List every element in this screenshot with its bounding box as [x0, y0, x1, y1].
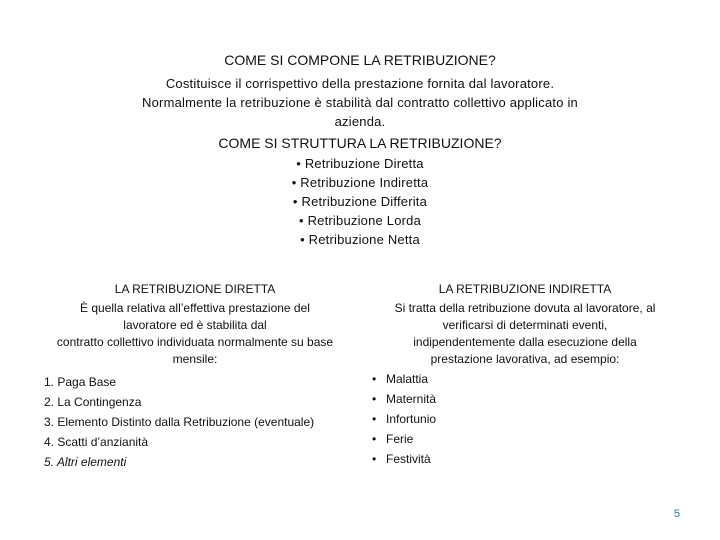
page-number: 5: [673, 508, 680, 520]
bullet-icon: •: [298, 213, 304, 228]
left-item: 3. Elemento Distinto dalla Retribuzione (eventuale): [44, 415, 315, 429]
right-items-list: [372, 369, 572, 469]
left-item: 5. Altri elementi: [44, 455, 127, 469]
right-item: • Malattia: [372, 369, 572, 389]
bullet-icon: •: [372, 452, 377, 466]
right-description-line: prestazione lavorativa, ad esempio:: [430, 352, 620, 366]
structure-item: • Retribuzione Diretta: [296, 156, 424, 171]
definition-paragraph: [60, 74, 660, 131]
left-description-line: contratto collettivo individuata normalmente su base: [56, 335, 334, 349]
structure-item: • Retribuzione Indiretta: [291, 175, 429, 190]
right-column-description: [370, 300, 680, 368]
left-column-title: LA RETRIBUZIONE DIRETTA: [114, 282, 276, 296]
bullet-icon: •: [296, 156, 302, 171]
bullet-icon: •: [291, 175, 297, 190]
left-description-line: È quella relativa all’effettiva prestazione del: [80, 301, 310, 315]
left-items-list: [44, 372, 364, 472]
right-item: • Festività: [372, 449, 572, 469]
definition-line: Normalmente la retribuzione è stabilità dal contratto collettivo applicato in: [142, 95, 578, 110]
right-description-line: verificarsi di determinati eventi,: [442, 318, 608, 332]
right-item: • Ferie: [372, 429, 572, 449]
bullet-icon: •: [300, 232, 305, 247]
bullet-icon: •: [372, 372, 377, 386]
bullet-icon: •: [372, 412, 377, 426]
structure-item: • Retribuzione Lorda: [298, 213, 422, 228]
right-description-line: Si tratta della retribuzione dovuta al lavoratore, al: [394, 301, 656, 315]
right-column-title: LA RETRIBUZIONE INDIRETTA: [438, 282, 612, 296]
definition-line: Costituisce il corrispettivo della prestazione fornita dal lavoratore.: [165, 76, 555, 91]
heading-composition: COME SI COMPONE LA RETRIBUZIONE?: [224, 52, 496, 68]
structure-item: • Retribuzione Netta: [300, 232, 420, 247]
left-column-description: [40, 300, 350, 368]
bullet-icon: •: [372, 392, 377, 406]
right-item: • Maternità: [372, 389, 572, 409]
right-description-line: indipendentemente dalla esecuzione della: [413, 335, 637, 349]
left-item: 4. Scatti d’anzianità: [44, 435, 149, 449]
left-description-line: mensile:: [172, 352, 218, 366]
structure-item: • Retribuzione Differita: [292, 194, 428, 209]
left-description-line: lavoratore ed è stabilita dal: [123, 318, 267, 332]
left-item: 1. Paga Base: [44, 375, 117, 389]
definition-line: azienda.: [334, 114, 386, 129]
left-item: 2. La Contingenza: [44, 395, 142, 409]
right-item: • Infortunio: [372, 409, 572, 429]
bullet-icon: •: [292, 194, 298, 209]
heading-structure: COME SI STRUTTURA LA RETRIBUZIONE?: [218, 135, 502, 151]
bullet-icon: •: [372, 432, 377, 446]
structure-list: [210, 154, 510, 249]
